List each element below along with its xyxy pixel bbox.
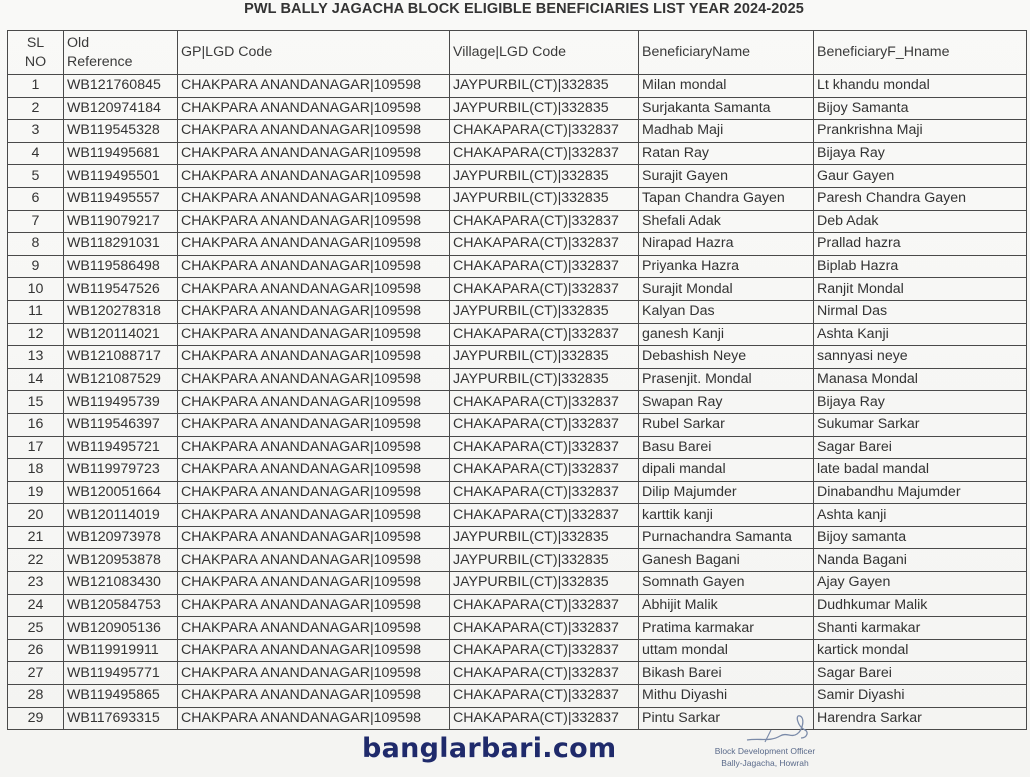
cell-sl-no: 21: [8, 526, 64, 549]
cell-village-lgd-code: CHAKAPARA(CT)|332837: [450, 323, 639, 346]
cell-sl-no: 20: [8, 504, 64, 527]
cell-village-lgd-code: JAYPURBIL(CT)|332835: [450, 300, 639, 323]
cell-old-reference: WB119979723: [64, 459, 178, 482]
cell-village-lgd-code: JAYPURBIL(CT)|332835: [450, 526, 639, 549]
cell-old-reference: WB119495721: [64, 436, 178, 459]
cell-old-reference: WB119547526: [64, 278, 178, 301]
cell-beneficiary-name: Tapan Chandra Gayen: [639, 187, 814, 210]
cell-village-lgd-code: CHAKAPARA(CT)|332837: [450, 142, 639, 165]
table-row: [8, 662, 1027, 685]
cell-gp-lgd-code: CHAKPARA ANANDANAGAR|109598: [178, 436, 450, 459]
cell-village-lgd-code: CHAKAPARA(CT)|332837: [450, 685, 639, 708]
cell-old-reference: WB119495865: [64, 685, 178, 708]
cell-village-lgd-code: CHAKAPARA(CT)|332837: [450, 233, 639, 256]
cell-gp-lgd-code: CHAKPARA ANANDANAGAR|109598: [178, 210, 450, 233]
cell-beneficiary-fh-name: Ajay Gayen: [814, 572, 1027, 595]
cell-sl-no: 26: [8, 639, 64, 662]
watermark-text: banglarbari.com: [362, 733, 617, 764]
cell-old-reference: WB120584753: [64, 594, 178, 617]
cell-village-lgd-code: CHAKAPARA(CT)|332837: [450, 707, 639, 730]
cell-beneficiary-name: Mithu Diyashi: [639, 685, 814, 708]
cell-sl-no: 4: [8, 142, 64, 165]
cell-beneficiary-name: Pintu Sarkar: [639, 707, 814, 730]
cell-gp-lgd-code: CHAKPARA ANANDANAGAR|109598: [178, 481, 450, 504]
table-row: [8, 97, 1027, 120]
cell-old-reference: WB119495771: [64, 662, 178, 685]
cell-beneficiary-fh-name: Ashta kanji: [814, 504, 1027, 527]
cell-beneficiary-name: Nirapad Hazra: [639, 233, 814, 256]
cell-village-lgd-code: CHAKAPARA(CT)|332837: [450, 459, 639, 482]
cell-old-reference: WB119079217: [64, 210, 178, 233]
cell-gp-lgd-code: CHAKPARA ANANDANAGAR|109598: [178, 165, 450, 188]
cell-beneficiary-fh-name: Prankrishna Maji: [814, 120, 1027, 143]
table-row: [8, 75, 1027, 98]
cell-village-lgd-code: CHAKAPARA(CT)|332837: [450, 639, 639, 662]
cell-sl-no: 29: [8, 707, 64, 730]
table-row: [8, 346, 1027, 369]
cell-beneficiary-name: Dilip Majumder: [639, 481, 814, 504]
cell-old-reference: WB120051664: [64, 481, 178, 504]
signature-stamp: [690, 745, 840, 769]
cell-beneficiary-fh-name: Shanti karmakar: [814, 617, 1027, 640]
signature-office: Bally-Jagacha, Howrah: [721, 758, 809, 768]
table-row: [8, 255, 1027, 278]
header-gp-lgd-code: GP|LGD Code: [178, 31, 450, 75]
table-row: [8, 120, 1027, 143]
cell-old-reference: WB120278318: [64, 300, 178, 323]
cell-sl-no: 27: [8, 662, 64, 685]
cell-sl-no: 25: [8, 617, 64, 640]
cell-sl-no: 17: [8, 436, 64, 459]
cell-beneficiary-fh-name: late badal mandal: [814, 459, 1027, 482]
cell-sl-no: 18: [8, 459, 64, 482]
cell-beneficiary-fh-name: Manasa Mondal: [814, 368, 1027, 391]
cell-beneficiary-name: Surjakanta Samanta: [639, 97, 814, 120]
cell-sl-no: 2: [8, 97, 64, 120]
cell-gp-lgd-code: CHAKPARA ANANDANAGAR|109598: [178, 594, 450, 617]
cell-beneficiary-fh-name: Bijoy Samanta: [814, 97, 1027, 120]
table-row: [8, 639, 1027, 662]
cell-old-reference: WB119495557: [64, 187, 178, 210]
header-old-reference: Old Reference: [64, 31, 178, 75]
cell-old-reference: WB119919911: [64, 639, 178, 662]
cell-sl-no: 1: [8, 75, 64, 98]
cell-sl-no: 9: [8, 255, 64, 278]
cell-gp-lgd-code: CHAKPARA ANANDANAGAR|109598: [178, 120, 450, 143]
cell-village-lgd-code: JAYPURBIL(CT)|332835: [450, 75, 639, 98]
cell-gp-lgd-code: CHAKPARA ANANDANAGAR|109598: [178, 346, 450, 369]
cell-gp-lgd-code: CHAKPARA ANANDANAGAR|109598: [178, 300, 450, 323]
table-row: [8, 572, 1027, 595]
table-row: [8, 685, 1027, 708]
cell-village-lgd-code: CHAKAPARA(CT)|332837: [450, 255, 639, 278]
cell-sl-no: 16: [8, 413, 64, 436]
cell-gp-lgd-code: CHAKPARA ANANDANAGAR|109598: [178, 526, 450, 549]
cell-beneficiary-fh-name: Bijaya Ray: [814, 391, 1027, 414]
cell-beneficiary-name: uttam mondal: [639, 639, 814, 662]
cell-old-reference: WB119586498: [64, 255, 178, 278]
cell-gp-lgd-code: CHAKPARA ANANDANAGAR|109598: [178, 97, 450, 120]
table-row: [8, 368, 1027, 391]
header-sl-no: SL NO: [8, 31, 64, 75]
table-row: [8, 391, 1027, 414]
table-row: [8, 413, 1027, 436]
cell-beneficiary-fh-name: Prallad hazra: [814, 233, 1027, 256]
cell-beneficiary-name: Purnachandra Samanta: [639, 526, 814, 549]
header-beneficiary-fh-name: BeneficiaryF_Hname: [814, 31, 1027, 75]
table-row: [8, 323, 1027, 346]
cell-beneficiary-name: Pratima karmakar: [639, 617, 814, 640]
cell-old-reference: WB119545328: [64, 120, 178, 143]
cell-old-reference: WB118291031: [64, 233, 178, 256]
cell-old-reference: WB120905136: [64, 617, 178, 640]
cell-village-lgd-code: JAYPURBIL(CT)|332835: [450, 165, 639, 188]
beneficiaries-table: [7, 30, 1027, 730]
cell-gp-lgd-code: CHAKPARA ANANDANAGAR|109598: [178, 707, 450, 730]
cell-beneficiary-name: Shefali Adak: [639, 210, 814, 233]
cell-village-lgd-code: JAYPURBIL(CT)|332835: [450, 549, 639, 572]
cell-beneficiary-name: Priyanka Hazra: [639, 255, 814, 278]
cell-old-reference: WB119495739: [64, 391, 178, 414]
cell-beneficiary-fh-name: kartick mondal: [814, 639, 1027, 662]
table-row: [8, 187, 1027, 210]
cell-village-lgd-code: JAYPURBIL(CT)|332835: [450, 572, 639, 595]
cell-gp-lgd-code: CHAKPARA ANANDANAGAR|109598: [178, 459, 450, 482]
cell-beneficiary-name: Abhijit Malik: [639, 594, 814, 617]
cell-village-lgd-code: JAYPURBIL(CT)|332835: [450, 368, 639, 391]
cell-beneficiary-fh-name: Deb Adak: [814, 210, 1027, 233]
cell-beneficiary-fh-name: Nanda Bagani: [814, 549, 1027, 572]
cell-village-lgd-code: CHAKAPARA(CT)|332837: [450, 120, 639, 143]
cell-beneficiary-name: Debashish Neye: [639, 346, 814, 369]
cell-sl-no: 24: [8, 594, 64, 617]
table-row: [8, 210, 1027, 233]
cell-beneficiary-fh-name: Nirmal Das: [814, 300, 1027, 323]
table-row: [8, 165, 1027, 188]
table-row: [8, 549, 1027, 572]
cell-sl-no: 14: [8, 368, 64, 391]
cell-old-reference: WB121083430: [64, 572, 178, 595]
cell-village-lgd-code: CHAKAPARA(CT)|332837: [450, 278, 639, 301]
table-row: [8, 278, 1027, 301]
cell-beneficiary-fh-name: Sagar Barei: [814, 662, 1027, 685]
cell-old-reference: WB121087529: [64, 368, 178, 391]
cell-gp-lgd-code: CHAKPARA ANANDANAGAR|109598: [178, 617, 450, 640]
cell-beneficiary-fh-name: Ashta Kanji: [814, 323, 1027, 346]
cell-sl-no: 5: [8, 165, 64, 188]
cell-sl-no: 7: [8, 210, 64, 233]
cell-old-reference: WB120114019: [64, 504, 178, 527]
cell-gp-lgd-code: CHAKPARA ANANDANAGAR|109598: [178, 413, 450, 436]
table-row: [8, 504, 1027, 527]
cell-sl-no: 15: [8, 391, 64, 414]
cell-village-lgd-code: CHAKAPARA(CT)|332837: [450, 210, 639, 233]
header-beneficiary-name: BeneficiaryName: [639, 31, 814, 75]
cell-sl-no: 6: [8, 187, 64, 210]
cell-beneficiary-name: Madhab Maji: [639, 120, 814, 143]
cell-gp-lgd-code: CHAKPARA ANANDANAGAR|109598: [178, 685, 450, 708]
cell-gp-lgd-code: CHAKPARA ANANDANAGAR|109598: [178, 323, 450, 346]
signature-scribble-icon: [745, 708, 815, 748]
cell-old-reference: WB119495501: [64, 165, 178, 188]
cell-beneficiary-fh-name: Dinabandhu Majumder: [814, 481, 1027, 504]
cell-sl-no: 12: [8, 323, 64, 346]
cell-beneficiary-name: Ganesh Bagani: [639, 549, 814, 572]
cell-beneficiary-fh-name: sannyasi neye: [814, 346, 1027, 369]
signature-title: Block Development Officer: [714, 746, 816, 756]
cell-gp-lgd-code: CHAKPARA ANANDANAGAR|109598: [178, 504, 450, 527]
cell-beneficiary-name: Surajit Gayen: [639, 165, 814, 188]
table-row: [8, 233, 1027, 256]
cell-beneficiary-fh-name: Samir Diyashi: [814, 685, 1027, 708]
cell-sl-no: 10: [8, 278, 64, 301]
cell-sl-no: 3: [8, 120, 64, 143]
cell-gp-lgd-code: CHAKPARA ANANDANAGAR|109598: [178, 255, 450, 278]
cell-beneficiary-fh-name: Bijoy samanta: [814, 526, 1027, 549]
cell-beneficiary-name: Milan mondal: [639, 75, 814, 98]
cell-beneficiary-name: Kalyan Das: [639, 300, 814, 323]
cell-old-reference: WB121088717: [64, 346, 178, 369]
cell-beneficiary-name: ganesh Kanji: [639, 323, 814, 346]
cell-gp-lgd-code: CHAKPARA ANANDANAGAR|109598: [178, 639, 450, 662]
cell-village-lgd-code: JAYPURBIL(CT)|332835: [450, 97, 639, 120]
cell-gp-lgd-code: CHAKPARA ANANDANAGAR|109598: [178, 278, 450, 301]
cell-beneficiary-fh-name: Sukumar Sarkar: [814, 413, 1027, 436]
cell-beneficiary-fh-name: Sagar Barei: [814, 436, 1027, 459]
table-row: [8, 459, 1027, 482]
cell-old-reference: WB121760845: [64, 75, 178, 98]
cell-beneficiary-name: karttik kanji: [639, 504, 814, 527]
table-row: [8, 594, 1027, 617]
cell-beneficiary-name: Ratan Ray: [639, 142, 814, 165]
cell-beneficiary-name: dipali mandal: [639, 459, 814, 482]
table-row: [8, 707, 1027, 730]
cell-gp-lgd-code: CHAKPARA ANANDANAGAR|109598: [178, 662, 450, 685]
table-row: [8, 526, 1027, 549]
cell-sl-no: 23: [8, 572, 64, 595]
cell-sl-no: 19: [8, 481, 64, 504]
cell-village-lgd-code: CHAKAPARA(CT)|332837: [450, 662, 639, 685]
cell-sl-no: 28: [8, 685, 64, 708]
cell-village-lgd-code: CHAKAPARA(CT)|332837: [450, 436, 639, 459]
cell-gp-lgd-code: CHAKPARA ANANDANAGAR|109598: [178, 572, 450, 595]
cell-sl-no: 11: [8, 300, 64, 323]
cell-village-lgd-code: CHAKAPARA(CT)|332837: [450, 413, 639, 436]
cell-beneficiary-name: Bikash Barei: [639, 662, 814, 685]
cell-gp-lgd-code: CHAKPARA ANANDANAGAR|109598: [178, 75, 450, 98]
cell-village-lgd-code: CHAKAPARA(CT)|332837: [450, 504, 639, 527]
cell-village-lgd-code: JAYPURBIL(CT)|332835: [450, 187, 639, 210]
cell-beneficiary-fh-name: Lt khandu mondal: [814, 75, 1027, 98]
header-village-lgd-code: Village|LGD Code: [450, 31, 639, 75]
cell-sl-no: 8: [8, 233, 64, 256]
document-title: PWL BALLY JAGACHA BLOCK ELIGIBLE BENEFICIARIES LIST YEAR 2024-2025: [244, 1, 804, 17]
table-body: [8, 75, 1027, 730]
cell-beneficiary-name: Surajit Mondal: [639, 278, 814, 301]
cell-beneficiary-name: Rubel Sarkar: [639, 413, 814, 436]
cell-beneficiary-fh-name: Biplab Hazra: [814, 255, 1027, 278]
cell-old-reference: WB119495681: [64, 142, 178, 165]
cell-village-lgd-code: CHAKAPARA(CT)|332837: [450, 481, 639, 504]
cell-gp-lgd-code: CHAKPARA ANANDANAGAR|109598: [178, 142, 450, 165]
cell-gp-lgd-code: CHAKPARA ANANDANAGAR|109598: [178, 187, 450, 210]
cell-beneficiary-fh-name: Gaur Gayen: [814, 165, 1027, 188]
cell-gp-lgd-code: CHAKPARA ANANDANAGAR|109598: [178, 391, 450, 414]
table-row: [8, 300, 1027, 323]
table-row: [8, 617, 1027, 640]
table-row: [8, 142, 1027, 165]
cell-beneficiary-fh-name: Ranjit Mondal: [814, 278, 1027, 301]
cell-sl-no: 13: [8, 346, 64, 369]
cell-gp-lgd-code: CHAKPARA ANANDANAGAR|109598: [178, 549, 450, 572]
cell-old-reference: WB120974184: [64, 97, 178, 120]
cell-village-lgd-code: CHAKAPARA(CT)|332837: [450, 617, 639, 640]
cell-beneficiary-fh-name: Bijaya Ray: [814, 142, 1027, 165]
cell-old-reference: WB120953878: [64, 549, 178, 572]
cell-sl-no: 22: [8, 549, 64, 572]
cell-beneficiary-name: Somnath Gayen: [639, 572, 814, 595]
cell-beneficiary-fh-name: Harendra Sarkar: [814, 707, 1027, 730]
cell-old-reference: WB120114021: [64, 323, 178, 346]
cell-gp-lgd-code: CHAKPARA ANANDANAGAR|109598: [178, 233, 450, 256]
cell-beneficiary-name: Prasenjit. Mondal: [639, 368, 814, 391]
cell-beneficiary-name: Basu Barei: [639, 436, 814, 459]
cell-beneficiary-fh-name: Dudhkumar Malik: [814, 594, 1027, 617]
cell-village-lgd-code: CHAKAPARA(CT)|332837: [450, 391, 639, 414]
table-row: [8, 481, 1027, 504]
cell-village-lgd-code: CHAKAPARA(CT)|332837: [450, 594, 639, 617]
cell-beneficiary-fh-name: Paresh Chandra Gayen: [814, 187, 1027, 210]
cell-old-reference: WB120973978: [64, 526, 178, 549]
cell-village-lgd-code: JAYPURBIL(CT)|332835: [450, 346, 639, 369]
cell-old-reference: WB119546397: [64, 413, 178, 436]
cell-beneficiary-name: Swapan Ray: [639, 391, 814, 414]
table-row: [8, 436, 1027, 459]
cell-old-reference: WB117693315: [64, 707, 178, 730]
table-header-row: [8, 31, 1027, 75]
cell-gp-lgd-code: CHAKPARA ANANDANAGAR|109598: [178, 368, 450, 391]
